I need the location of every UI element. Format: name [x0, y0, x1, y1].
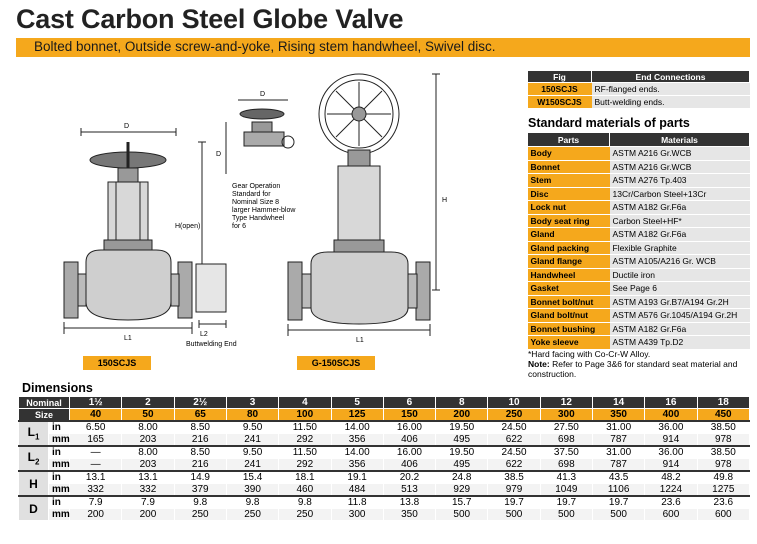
dim-d-left: D — [124, 123, 130, 130]
value-in: 19.7 — [488, 496, 540, 509]
value-in: 7.9 — [70, 496, 122, 509]
value-in: 20.2 — [383, 471, 435, 484]
nominal-label: Nominal — [19, 397, 70, 409]
tag-150scjs: 150SCJS — [83, 356, 151, 370]
size-mm: 50 — [122, 409, 174, 422]
value-mm: 600 — [645, 509, 697, 521]
part-name: Lock nut — [528, 201, 610, 215]
fig-code: 150SCJS — [528, 83, 592, 96]
table-row — [528, 187, 750, 201]
part-material: ASTM A216 Gr.WCB — [610, 147, 750, 161]
value-mm: 1049 — [540, 484, 592, 497]
value-in: 8.50 — [174, 446, 226, 459]
table-row — [528, 336, 750, 350]
size-inch: 10 — [488, 397, 540, 409]
size-mm: 300 — [540, 409, 592, 422]
part-name: Gland — [528, 228, 610, 242]
size-mm: 125 — [331, 409, 383, 422]
dimension-label — [19, 446, 49, 471]
value-mm: 698 — [540, 459, 592, 472]
value-in: 49.8 — [697, 471, 749, 484]
value-mm: 390 — [226, 484, 278, 497]
value-mm: 406 — [383, 434, 435, 447]
value-mm: — — [70, 459, 122, 472]
part-material: ASTM A276 Tp.403 — [610, 174, 750, 188]
value-mm: 978 — [697, 459, 749, 472]
dimension-subscript: 1 — [34, 432, 40, 442]
part-material: ASTM A439 Tp.D2 — [610, 336, 750, 350]
dim-l1-left: L1 — [124, 335, 132, 342]
table-row — [528, 322, 750, 336]
value-mm: 332 — [70, 484, 122, 497]
size-mm: 40 — [70, 409, 122, 422]
size-inch: 2½ — [174, 397, 226, 409]
value-mm: 203 — [122, 459, 174, 472]
size-label: Size — [19, 409, 70, 422]
table-row — [528, 228, 750, 242]
unit-mm: mm — [49, 459, 70, 472]
size-mm: 80 — [226, 409, 278, 422]
value-in: 38.50 — [697, 421, 749, 434]
value-in: 19.50 — [436, 446, 488, 459]
value-mm: 929 — [436, 484, 488, 497]
value-in: — — [70, 446, 122, 459]
buttwelding-label: Buttwelding End — [186, 341, 237, 348]
value-in: 14.9 — [174, 471, 226, 484]
dim-l2: L2 — [200, 331, 208, 338]
subtitle-bar — [16, 38, 750, 57]
value-in: 11.8 — [331, 496, 383, 509]
part-material: ASTM A182 Gr.F6a — [610, 201, 750, 215]
hardfacing-note: *Hard facing with Co-Cr-W Alloy. — [528, 349, 651, 359]
value-mm: 332 — [122, 484, 174, 497]
materials-notes — [528, 349, 750, 379]
size-inch: 1½ — [70, 397, 122, 409]
value-mm: 460 — [279, 484, 331, 497]
part-name: Yoke sleeve — [528, 336, 610, 350]
dimension-symbol: H — [29, 476, 38, 491]
part-name: Bonnet bushing — [528, 322, 610, 336]
part-name: Stem — [528, 174, 610, 188]
value-mm: 250 — [226, 509, 278, 521]
value-in: 23.6 — [697, 496, 749, 509]
part-material: ASTM A216 Gr.WCB — [610, 160, 750, 174]
value-mm: 216 — [174, 459, 226, 472]
dimension-label — [19, 421, 49, 446]
table-row — [19, 484, 750, 497]
unit-mm: mm — [49, 434, 70, 447]
part-name: Bonnet — [528, 160, 610, 174]
gear-note-line-1: Gear Operation — [232, 183, 281, 190]
part-name: Bonnet bolt/nut — [528, 295, 610, 309]
table-row — [528, 83, 750, 96]
value-in: 8.00 — [122, 446, 174, 459]
value-mm: 698 — [540, 434, 592, 447]
dimension-label — [19, 496, 49, 521]
size-mm: 400 — [645, 409, 697, 422]
table-row — [528, 147, 750, 161]
part-name: Gasket — [528, 282, 610, 296]
valve-left-drawing — [64, 128, 226, 334]
value-in: 6.50 — [70, 421, 122, 434]
value-in: 14.00 — [331, 446, 383, 459]
value-mm: 787 — [592, 459, 644, 472]
gear-note-line-2: Standard for — [232, 191, 271, 198]
value-in: 11.50 — [279, 446, 331, 459]
dim-d-gear-side: D — [216, 151, 222, 158]
value-mm: 406 — [383, 459, 435, 472]
value-mm: 292 — [279, 459, 331, 472]
size-inch: 3 — [226, 397, 278, 409]
value-mm: 1106 — [592, 484, 644, 497]
part-material: ASTM A193 Gr.B7/A194 Gr.2H — [610, 295, 750, 309]
part-material: ASTM A105/A216 Gr. WCB — [610, 255, 750, 269]
value-mm: 500 — [436, 509, 488, 521]
note-text: Refer to Page 3&6 for standard seat material and construction. — [528, 359, 738, 379]
unit-in: in — [49, 446, 70, 459]
part-name: Gland bolt/nut — [528, 309, 610, 323]
unit-in: in — [49, 496, 70, 509]
part-name: Gland flange — [528, 255, 610, 269]
value-mm: 622 — [488, 459, 540, 472]
dimensions-title: Dimensions — [22, 381, 93, 395]
part-material: Carbon Steel+HF* — [610, 214, 750, 228]
size-inch: 4 — [279, 397, 331, 409]
dimensions-table — [18, 396, 750, 521]
value-mm: 513 — [383, 484, 435, 497]
value-mm: 914 — [645, 459, 697, 472]
value-mm: 165 — [70, 434, 122, 447]
value-mm: 200 — [122, 509, 174, 521]
value-in: 9.8 — [279, 496, 331, 509]
value-mm: 250 — [174, 509, 226, 521]
unit-in: in — [49, 421, 70, 434]
parts-header: Parts — [528, 133, 610, 147]
dimension-subscript: 2 — [34, 457, 40, 467]
value-mm: 914 — [645, 434, 697, 447]
size-mm: 250 — [488, 409, 540, 422]
valve-drawing — [16, 62, 521, 377]
value-in: 14.00 — [331, 421, 383, 434]
part-material: ASTM A182 Gr.F6a — [610, 228, 750, 242]
value-in: 38.50 — [697, 446, 749, 459]
part-material: Flexible Graphite — [610, 241, 750, 255]
header-row-mm — [19, 409, 750, 422]
fig-code: W150SCJS — [528, 96, 592, 109]
size-inch: 6 — [383, 397, 435, 409]
value-in: 19.7 — [540, 496, 592, 509]
table-row — [19, 421, 750, 434]
gear-note-line-3: Nominal Size 8 — [232, 199, 280, 206]
end-connections-header: End Connections — [592, 71, 750, 83]
dim-h: H — [442, 197, 448, 204]
unit-mm: mm — [49, 509, 70, 521]
size-inch: 18 — [697, 397, 749, 409]
part-name: Handwheel — [528, 268, 610, 282]
size-mm: 65 — [174, 409, 226, 422]
materials-title: Standard materials of parts — [528, 116, 690, 130]
part-material: Ductile iron — [610, 268, 750, 282]
value-mm: 241 — [226, 434, 278, 447]
size-mm: 150 — [383, 409, 435, 422]
valve-right-drawing — [288, 74, 440, 336]
value-mm: 787 — [592, 434, 644, 447]
value-in: 13.1 — [70, 471, 122, 484]
value-in: 16.00 — [383, 446, 435, 459]
gear-note-line-4: larger Hammer-blow — [232, 207, 296, 214]
table-row — [19, 496, 750, 509]
note-label: Note: — [528, 359, 550, 369]
table-row — [19, 459, 750, 472]
value-mm: 350 — [383, 509, 435, 521]
table-row — [19, 509, 750, 521]
value-in: 24.50 — [488, 421, 540, 434]
table-row — [528, 295, 750, 309]
page-title: Cast Carbon Steel Globe Valve — [16, 4, 404, 34]
dimension-symbol: L — [27, 450, 35, 465]
value-mm: 500 — [488, 509, 540, 521]
value-in: 9.50 — [226, 446, 278, 459]
size-mm: 350 — [592, 409, 644, 422]
value-in: 13.1 — [122, 471, 174, 484]
value-in: 24.8 — [436, 471, 488, 484]
table-row — [528, 160, 750, 174]
value-in: 8.50 — [174, 421, 226, 434]
fig-end: Butt-welding ends. — [592, 96, 750, 109]
value-mm: 484 — [331, 484, 383, 497]
size-mm: 450 — [697, 409, 749, 422]
value-in: 9.50 — [226, 421, 278, 434]
table-row — [528, 96, 750, 109]
table-row — [19, 446, 750, 459]
gear-operator-drawing — [226, 100, 294, 174]
value-in: 19.50 — [436, 421, 488, 434]
value-in: 15.4 — [226, 471, 278, 484]
value-mm: 300 — [331, 509, 383, 521]
table-row — [19, 434, 750, 447]
table-row — [19, 471, 750, 484]
value-mm: 622 — [488, 434, 540, 447]
size-inch: 8 — [436, 397, 488, 409]
value-mm: 978 — [697, 434, 749, 447]
value-in: 27.50 — [540, 421, 592, 434]
table-row — [528, 268, 750, 282]
gear-note-line-5: Type Handwheel — [232, 215, 285, 222]
table-row — [528, 309, 750, 323]
table-row — [528, 255, 750, 269]
size-mm: 100 — [279, 409, 331, 422]
part-name: Gland packing — [528, 241, 610, 255]
value-in: 43.5 — [592, 471, 644, 484]
value-in: 19.7 — [592, 496, 644, 509]
unit-in: in — [49, 471, 70, 484]
size-inch: 14 — [592, 397, 644, 409]
value-mm: 379 — [174, 484, 226, 497]
value-in: 24.50 — [488, 446, 540, 459]
value-in: 9.8 — [226, 496, 278, 509]
value-in: 11.50 — [279, 421, 331, 434]
value-in: 23.6 — [645, 496, 697, 509]
fig-end: RF-flanged ends. — [592, 83, 750, 96]
value-mm: 203 — [122, 434, 174, 447]
header-row-inch — [19, 397, 750, 409]
value-in: 36.00 — [645, 446, 697, 459]
value-in: 37.50 — [540, 446, 592, 459]
materials-header: Materials — [610, 133, 750, 147]
value-in: 36.00 — [645, 421, 697, 434]
value-in: 18.1 — [279, 471, 331, 484]
fig-header: Fig — [528, 71, 592, 83]
value-in: 13.8 — [383, 496, 435, 509]
value-in: 31.00 — [592, 446, 644, 459]
size-inch: 12 — [540, 397, 592, 409]
table-row — [528, 241, 750, 255]
dim-h-open: H(open) — [175, 223, 201, 230]
table-row — [528, 282, 750, 296]
value-mm: 356 — [331, 434, 383, 447]
part-material: 13Cr/Carbon Steel+13Cr — [610, 187, 750, 201]
value-mm: 241 — [226, 459, 278, 472]
dimension-label — [19, 471, 49, 496]
part-material: ASTM A576 Gr.1045/A194 Gr.2H — [610, 309, 750, 323]
table-row — [528, 174, 750, 188]
tag-g-150scjs: G-150SCJS — [297, 356, 375, 370]
refer-note — [528, 359, 750, 379]
dim-l1-right: L1 — [356, 337, 364, 344]
part-material: See Page 6 — [610, 282, 750, 296]
value-in: 16.00 — [383, 421, 435, 434]
value-in: 41.3 — [540, 471, 592, 484]
value-in: 15.7 — [436, 496, 488, 509]
value-in: 31.00 — [592, 421, 644, 434]
part-name: Body seat ring — [528, 214, 610, 228]
value-mm: 200 — [70, 509, 122, 521]
part-material: ASTM A182 Gr.F6a — [610, 322, 750, 336]
value-mm: 250 — [279, 509, 331, 521]
value-mm: 495 — [436, 434, 488, 447]
value-mm: 495 — [436, 459, 488, 472]
value-mm: 1275 — [697, 484, 749, 497]
size-inch: 16 — [645, 397, 697, 409]
dim-d-gear: D — [260, 91, 266, 98]
value-mm: 979 — [488, 484, 540, 497]
materials-table — [527, 132, 750, 350]
table-row — [528, 201, 750, 215]
part-name: Body — [528, 147, 610, 161]
value-mm: 216 — [174, 434, 226, 447]
value-mm: 1224 — [645, 484, 697, 497]
value-in: 48.2 — [645, 471, 697, 484]
value-in: 38.5 — [488, 471, 540, 484]
part-name: Disc — [528, 187, 610, 201]
fig-table — [527, 70, 750, 109]
dimension-symbol: L — [27, 425, 35, 440]
value-mm: 500 — [592, 509, 644, 521]
value-mm: 600 — [697, 509, 749, 521]
value-mm: 356 — [331, 459, 383, 472]
value-in: 19.1 — [331, 471, 383, 484]
subtitle: Bolted bonnet, Outside screw-and-yoke, Rising stem handwheel, Swivel disc. — [34, 39, 496, 54]
value-in: 8.00 — [122, 421, 174, 434]
size-inch: 5 — [331, 397, 383, 409]
value-in: 7.9 — [122, 496, 174, 509]
value-mm: 500 — [540, 509, 592, 521]
size-mm: 200 — [436, 409, 488, 422]
dimension-symbol: D — [29, 501, 38, 516]
unit-mm: mm — [49, 484, 70, 497]
size-inch: 2 — [122, 397, 174, 409]
value-in: 9.8 — [174, 496, 226, 509]
gear-note-line-6: for 6 — [232, 223, 247, 230]
value-mm: 292 — [279, 434, 331, 447]
table-row — [528, 214, 750, 228]
